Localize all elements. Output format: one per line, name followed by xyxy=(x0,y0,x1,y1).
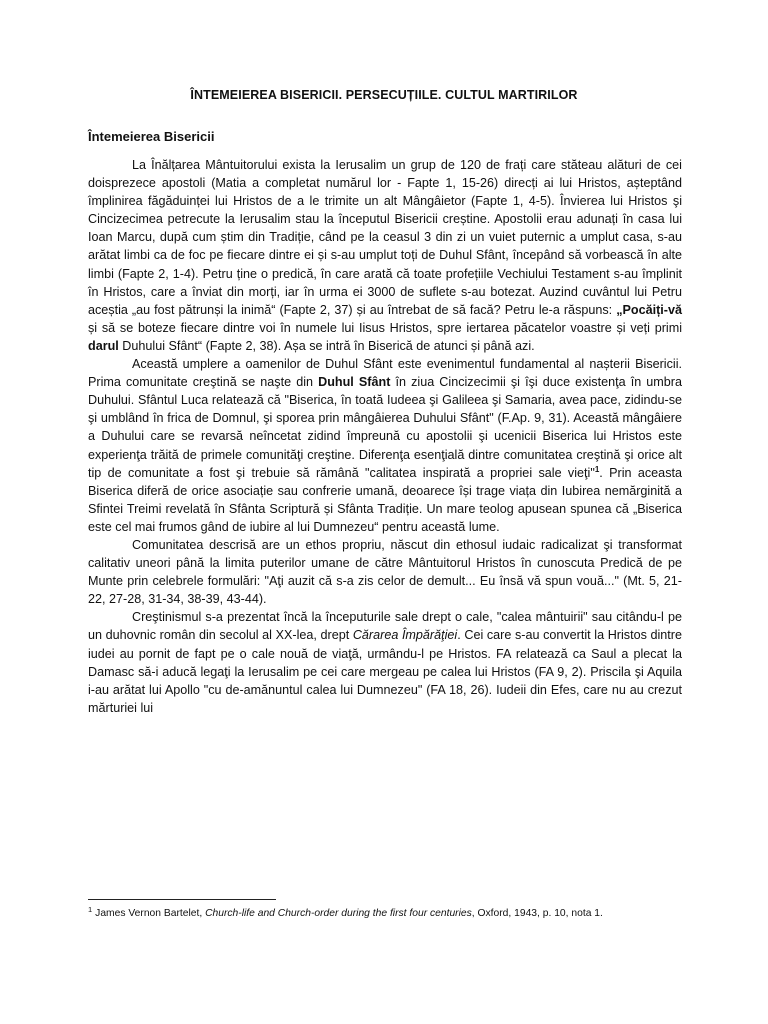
paragraph-text: Această umplere a oamenilor de Duhul Sfânt este evenimentul fundamental al nașterii Bisericii. Prima comunitate creştină se naşte din xyxy=(88,357,682,390)
footnote-author: James Vernon Bartelet, xyxy=(95,908,206,919)
footnote-divider xyxy=(88,899,276,900)
document-title: ÎNTEMEIEREA BISERICII. PERSECUȚIILE. CULTUL MARTIRILOR xyxy=(190,88,578,102)
footnote-reference[interactable]: 1 xyxy=(594,464,600,474)
paragraph-text: în ziua Cincizecimii şi îşi duce existenţa în umbra Duhului. Sfântul Luca relatează că "Biserica, în toată Iudeea şi Galileea şi Samaria, avea pace, zidindu-se şi umblând în frica de Domnul, şi sporea prin mângâierea Duhului Sfânt" (F.Ap. 9, 31). Această mângâiere a Duhului care se revarsă neîncetat zidind împreună cu apostolii şi ucenicii Biserica lui Hristos este experienţa trăită de primele comunităţi creştine. Diferenţa esenţială dintre comunitatea creştină şi orice alt tip de comunitate a fost şi trebuie să rămână "calitatea inspirată a propriei sale vieţi" xyxy=(88,375,682,480)
footnote-mark: 1 xyxy=(88,904,93,914)
section-heading: Întemeierea Bisericii xyxy=(88,129,215,144)
paragraph-4 xyxy=(88,608,682,717)
footnote-work-title: Church-life and Church-order during the first four centuries xyxy=(205,908,472,919)
paragraph-3 xyxy=(88,536,682,608)
paragraph-text: Creştinismul s-a prezentat încă la începuturile sale drept o cale, "calea mântuirii" sau citându-l pe un duhovnic român din secolul al XX-lea, drept xyxy=(88,610,682,643)
paragraph-text: . Prin aceasta Biserica diferă de orice asociație sau confrerie umană, deoarece își trage viața din Iubirea nemărginită a Sfintei Treimi revelată în Sfânta Scriptură și Sfânta Tradiție. Un mare teolog apusean spunea că „Biserica este cel mai frumos gând de iubire al lui Dumnezeu“ pentru această lume. xyxy=(88,465,682,534)
footnote xyxy=(88,906,682,922)
paragraph-1 xyxy=(88,156,682,355)
paragraph-text: . Cei care s-au convertit la Hristos dintre iudei au pornit de fapt pe o cale nouă de viaţă, urmându-l pe Hristos. FA relatează ca Saul a plecat la Damasc să-i aducă legaţi la Ierusalim pe cei care mergeau pe calea lui Hristos (FA 9, 2). Priscila şi Aquila i-au arătat lui Apollo "cu de-amănuntul calea lui Dumnezeu" (FA 18, 26). Iudeii din Efes, care nu au crezut mărturiei lui xyxy=(88,628,682,715)
italic-title: Cărarea Împărăţiei xyxy=(352,628,458,643)
bold-word: darul xyxy=(88,338,119,353)
paragraph-text: și să se boteze fiecare dintre voi în numele lui Iisus Hristos, spre iertarea păcatelor voastre și veți primi xyxy=(88,320,682,335)
footnote-details: , Oxford, 1943, p. 10, nota 1. xyxy=(471,908,603,919)
paragraph-text: Duhului Sfânt“ (Fapte 2, 38). Așa se intră în Biserică de atunci și până azi. xyxy=(118,338,535,353)
paragraph-2 xyxy=(88,355,682,536)
bold-term: Duhul Sfânt xyxy=(318,375,391,390)
bold-quote: „Pocăiți-vă xyxy=(616,302,682,317)
body-text xyxy=(88,156,682,717)
paragraph-text: La Înălțarea Mântuitorului exista la Ierusalim un grup de 120 de frați care stăteau alături de cei doisprezece apostoli (Matia a completat numărul lor - Fapte 1, 15-26) direcți ai lui Hristos, așteptând împlinirea făgăduinței lui Hristos de a le trimite un alt Mângâietor (Fapte 1, 4-5). Învierea lui Hristos şi Cincizecimea petrecute la Ierusalim stau la începutul Bisericii creștine. Apostolii erau adunați în casa lui Ioan Marcu, după cum știm din Tradiție, când pe la ceasul 3 din zi un vuiet puternic a umplut casa, s-au arătat limbi ca de foc pe fiecare dintre ei și s-au umplut toți de Duhul Sfânt, începând să vorbească în alte limbi (Fapte 2, 1-4). Petru ține o predică, în care arată că toate profețiile Vechiului Testament s-au împlinit în Hristos, care a înviat din morți, iar în urma ei 3000 de suflete s-au botezat. Auzind cuvântul lui Petru aceștia „au fost pătrunși la inimă“ (Fapte 2, 37) și au întrebat de să facă? Petru le-a răspuns: xyxy=(88,158,682,317)
paragraph-text: Comunitatea descrisă are un ethos propriu, născut din ethosul iudaic radicalizat şi transformat calitativ uneori până la limita puterilor umane de către Mântuitorul Hristos în cunoscuta Predică de pe Munte prin celebrele formulări: "Aţi auzit că s-a zis celor de demult... Eu însă vă spun vouă..." (Mt. 5, 21-22, 27-28, 31-34, 38-39, 43-44). xyxy=(88,537,682,607)
